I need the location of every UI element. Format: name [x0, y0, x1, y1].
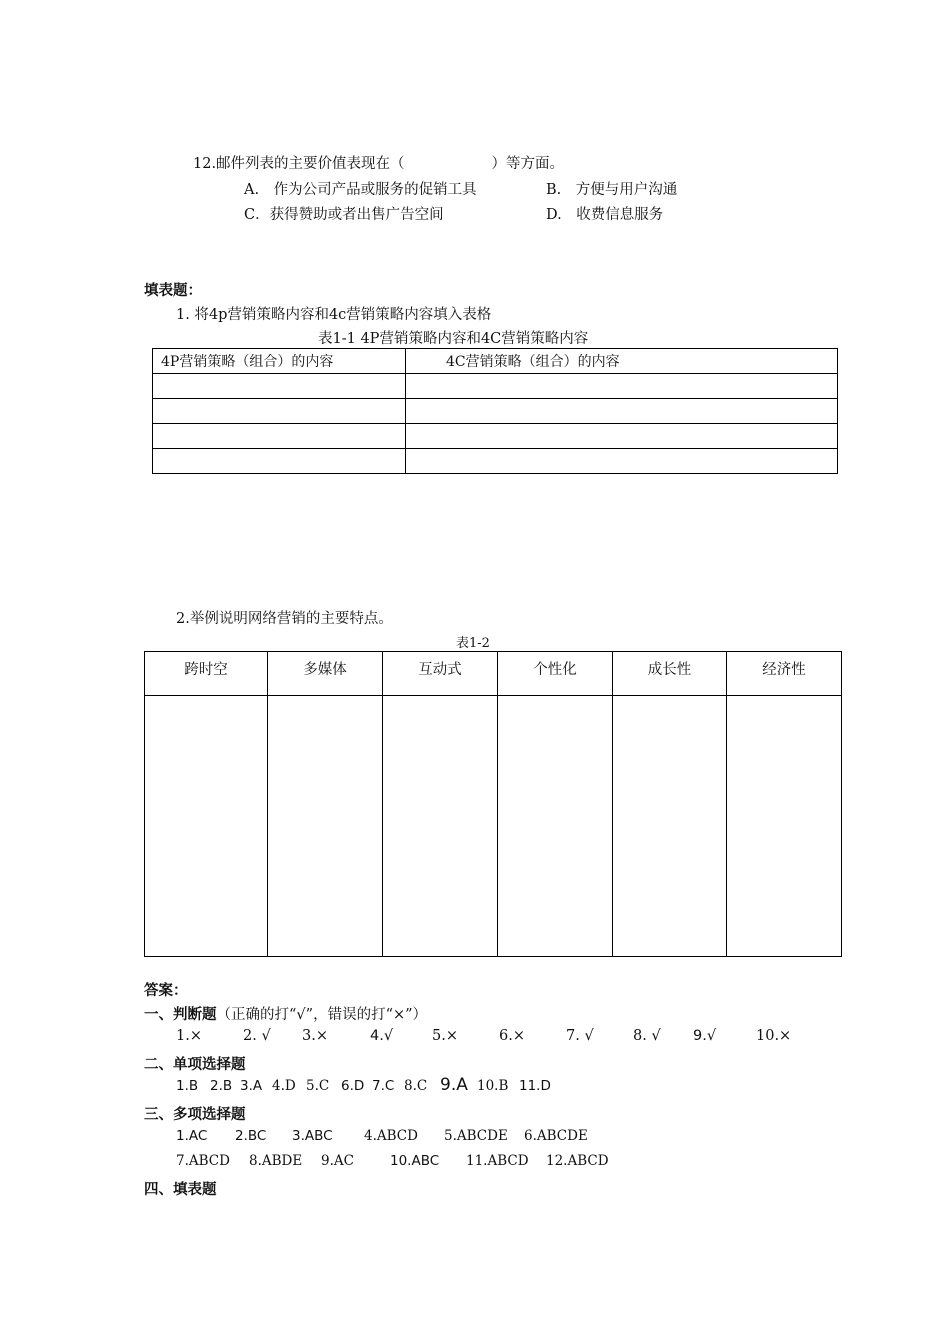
- answer-item: 8.ABDE: [249, 1153, 303, 1169]
- answer-item: 8.C: [404, 1078, 428, 1094]
- table-cell[interactable]: [406, 449, 838, 474]
- answer-item: 1.×: [176, 1028, 202, 1044]
- table-cell[interactable]: [153, 424, 406, 449]
- table-cell[interactable]: [153, 399, 406, 424]
- answer-item: 3.ABC: [292, 1128, 333, 1144]
- answer-item: 8. √: [633, 1028, 661, 1044]
- answer-item: 10.B: [477, 1078, 509, 1094]
- section-1-heading: [144, 1003, 427, 1024]
- answer-item: 9.A: [440, 1075, 468, 1095]
- answer-item: 11.D: [519, 1078, 551, 1094]
- table-features: [144, 651, 842, 957]
- fill-item-1: 1. 将4p营销策略内容和4c营销策略内容填入表格: [176, 307, 492, 323]
- table-header-row: [145, 652, 842, 696]
- table-cell[interactable]: [406, 374, 838, 399]
- table-row: [153, 449, 838, 474]
- table-header-cell: 跨时空: [145, 652, 268, 696]
- table-row: [153, 424, 838, 449]
- answer-item: 3.A: [240, 1078, 263, 1094]
- q12-option-b: B. 方便与用户沟通: [546, 182, 678, 198]
- table-header-cell: 互动式: [383, 652, 498, 696]
- answer-item: 6.×: [499, 1028, 525, 1044]
- table-cell[interactable]: [268, 696, 383, 957]
- answer-item: 2.BC: [235, 1128, 267, 1144]
- answer-item: 6.D: [341, 1078, 365, 1094]
- q12-option-a: A. 作为公司产品或服务的促销工具: [244, 182, 477, 198]
- table-header-cell: 经济性: [727, 652, 842, 696]
- answer-item: 5.×: [432, 1028, 458, 1044]
- table-4p-4c: [152, 348, 838, 474]
- q12-option-d: D. 收费信息服务: [546, 207, 664, 223]
- answers-heading: 答案：: [144, 983, 188, 999]
- answer-item: 5.ABCDE: [444, 1128, 508, 1144]
- table-cell[interactable]: [153, 374, 406, 399]
- section-2-title: 二、单项选择题: [144, 1057, 246, 1073]
- section-1-note: （正确的打“√”，错误的打“×”）: [216, 1007, 428, 1023]
- section-3-title: 三、多项选择题: [144, 1107, 246, 1123]
- answer-item: 1.AC: [176, 1128, 208, 1144]
- answer-item: 10.×: [756, 1028, 792, 1044]
- answer-item: 2.B: [210, 1078, 233, 1094]
- answer-item: 11.ABCD: [466, 1153, 529, 1169]
- table-cell[interactable]: [153, 449, 406, 474]
- table-row: [145, 696, 842, 957]
- table-cell[interactable]: [498, 696, 613, 957]
- table-row: [153, 399, 838, 424]
- fill-item-2: 2.举例说明网络营销的主要特点。: [176, 611, 393, 627]
- section-4-title: 四、填表题: [144, 1182, 217, 1198]
- q12-option-c: C．获得赞助或者出售广告空间: [244, 207, 444, 223]
- fill-heading: 填表题：: [144, 282, 202, 299]
- answer-item: 3.×: [302, 1028, 328, 1044]
- table-cell[interactable]: [613, 696, 727, 957]
- table-header-cell: 多媒体: [268, 652, 383, 696]
- answer-item: 6.ABCDE: [524, 1128, 588, 1144]
- table-cell[interactable]: [383, 696, 498, 957]
- answer-item: 10.ABC: [390, 1153, 440, 1169]
- answer-item: 4.D: [272, 1078, 296, 1094]
- table2-caption: 表1-2: [456, 636, 490, 651]
- q12-stem: 12.邮件列表的主要价值表现在（ ）等方面。: [193, 156, 565, 172]
- answer-item: 4.√: [370, 1028, 394, 1044]
- table-cell[interactable]: [145, 696, 268, 957]
- table1-caption: 表1-1 4P营销策略内容和4C营销策略内容: [318, 331, 589, 347]
- table-header-4p: 4P营销策略（组合）的内容: [153, 349, 406, 374]
- section-1-title: 一、判断题: [144, 1007, 217, 1023]
- table-cell[interactable]: [406, 424, 838, 449]
- answer-item: 7.C: [372, 1078, 395, 1094]
- table-header-cell: 成长性: [613, 652, 727, 696]
- table-cell[interactable]: [727, 696, 842, 957]
- answer-item: 5.C: [306, 1078, 330, 1094]
- answer-item: 7.ABCD: [176, 1153, 230, 1169]
- answer-item: 12.ABCD: [546, 1153, 609, 1169]
- answer-item: 4.ABCD: [364, 1128, 418, 1144]
- answer-item: 7. √: [566, 1028, 594, 1044]
- answer-item: 2. √: [243, 1028, 271, 1044]
- table-header-4c: 4C营销策略（组合）的内容: [406, 349, 838, 374]
- answer-item: 1.B: [176, 1078, 199, 1094]
- answer-item: 9.AC: [321, 1153, 354, 1169]
- table-header-row: [153, 349, 838, 374]
- table-header-cell: 个性化: [498, 652, 613, 696]
- answer-item: 9.√: [693, 1028, 717, 1044]
- table-row: [153, 374, 838, 399]
- table-cell[interactable]: [406, 399, 838, 424]
